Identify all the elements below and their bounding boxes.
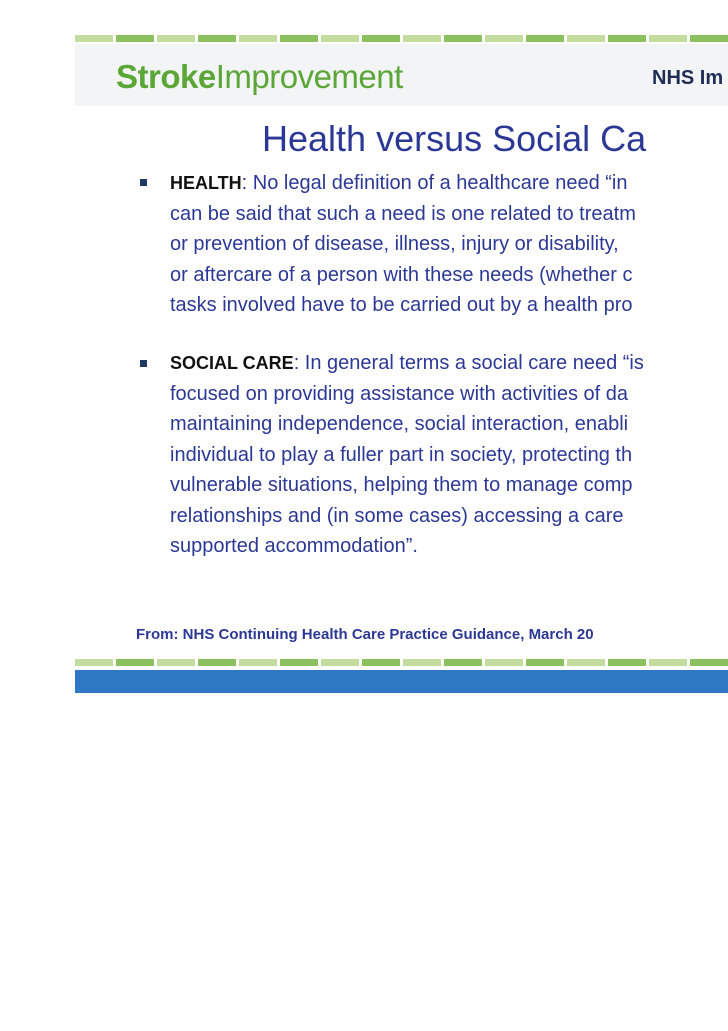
bottom-decorative-bar bbox=[75, 659, 728, 666]
source-citation: From: NHS Continuing Health Care Practice Guidance, March 20 bbox=[136, 626, 594, 643]
bullet-text-line bbox=[170, 348, 644, 379]
bullet-line: : No legal definition of a healthcare need “in bbox=[241, 172, 628, 194]
bullet-text-line: relationships and (in some cases) accessing a care bbox=[170, 505, 624, 527]
bullet-text-line bbox=[170, 168, 627, 199]
bullet-text-line: individual to play a fuller part in society, protecting th bbox=[170, 444, 633, 466]
bullet-square-icon bbox=[140, 360, 147, 367]
bullet-text-line: focused on providing assistance with activities of da bbox=[170, 383, 629, 405]
logo-light-text: Improvement bbox=[215, 58, 403, 95]
top-decorative-bar bbox=[75, 35, 728, 42]
stroke-improvement-logo bbox=[116, 58, 403, 96]
bullet-text-line: can be said that such a need is one related to treatm bbox=[170, 203, 636, 225]
bullet-text-line: or prevention of disease, illness, injury or disability, bbox=[170, 233, 619, 255]
bullet-line: : In general terms a social care need “is bbox=[293, 352, 644, 374]
bullet-text-line: vulnerable situations, helping them to manage comp bbox=[170, 474, 633, 496]
nhs-logo: NHS Im bbox=[652, 67, 724, 89]
slide-title: Health versus Social Ca bbox=[262, 118, 647, 159]
logo-bold-text: Stroke bbox=[116, 58, 216, 95]
bullet-text-line: supported accommodation”. bbox=[170, 535, 418, 557]
footer-blue-band bbox=[75, 670, 728, 693]
bullet-text-line: or aftercare of a person with these needs (whether c bbox=[170, 264, 633, 286]
bullet-label-social-care: SOCIAL CARE bbox=[170, 353, 294, 373]
bullet-square-icon bbox=[140, 179, 147, 186]
bullet-text-line: tasks involved have to be carried out by a health pro bbox=[170, 294, 633, 316]
bullet-text-line: maintaining independence, social interaction, enabli bbox=[170, 413, 629, 435]
bullet-label-health: HEALTH bbox=[170, 173, 242, 193]
